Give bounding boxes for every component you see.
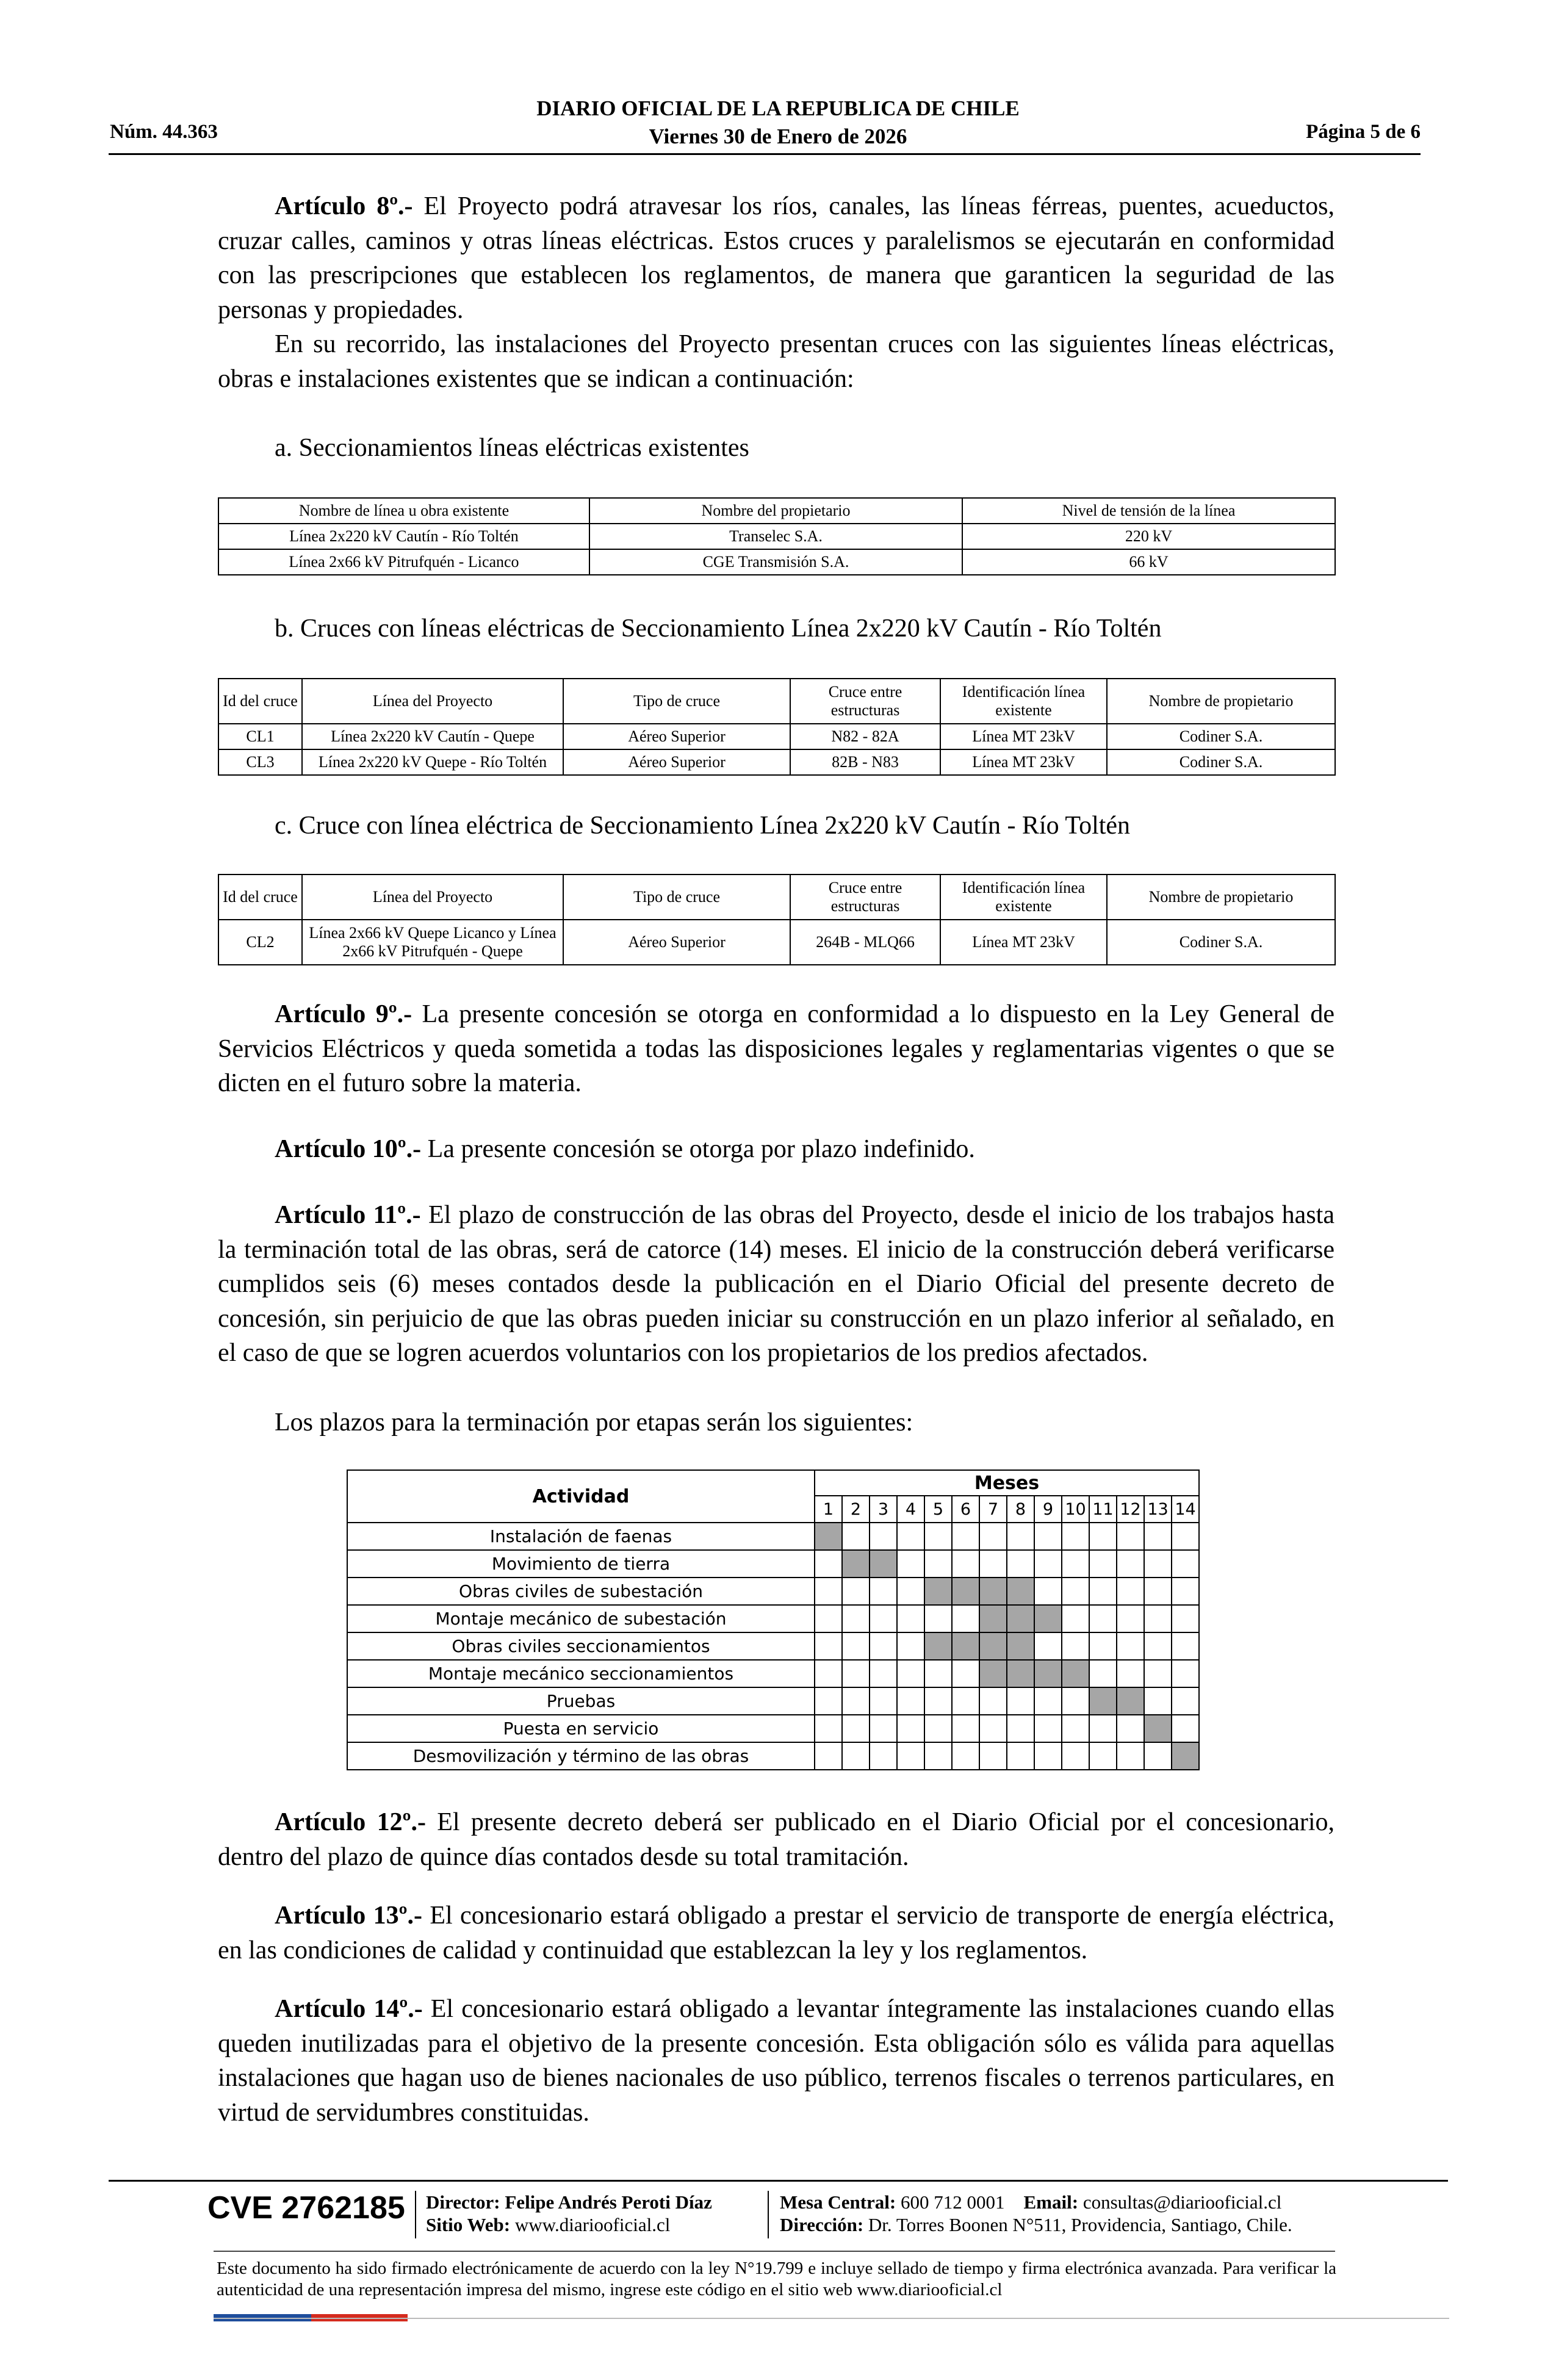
address-label: Dirección: (780, 2214, 864, 2235)
schedule-cell (1062, 1605, 1089, 1632)
schedule-cell (1117, 1632, 1144, 1660)
article-11-heading: Artículo 11º.- (275, 1201, 421, 1229)
table-header: Nombre de propietario (1107, 874, 1335, 920)
table-header: Id del cruce (218, 679, 302, 724)
table-cell: Línea 2x66 kV Pitrufquén - Licanco (218, 549, 589, 575)
table-cell: Aéreo Superior (563, 724, 790, 749)
table-cell: Línea 2x220 kV Cautín - Quepe (302, 724, 563, 749)
schedule-cell (924, 1605, 952, 1632)
schedule-cell (979, 1742, 1007, 1770)
schedule-cell (842, 1687, 870, 1715)
section-a-title: a. Seccionamientos líneas eléctricas existentes (275, 434, 749, 462)
article-8-heading: Artículo 8º.- (275, 192, 413, 220)
article-11-paragraph-2: Los plazos para la terminación por etapas serán los siguientes: (275, 1408, 913, 1437)
email-label: Email: (1023, 2191, 1079, 2213)
month-number: 4 (897, 1496, 924, 1523)
month-number: 2 (842, 1496, 870, 1523)
table-header: Tipo de cruce (563, 874, 790, 920)
schedule-cell (842, 1742, 870, 1770)
schedule-row (347, 1632, 1199, 1660)
table-header: Cruce entre estructuras (790, 874, 940, 920)
table-header: Identificación línea existente (940, 679, 1107, 724)
schedule-cell (1089, 1660, 1117, 1687)
schedule-cell (952, 1742, 979, 1770)
schedule-cell (897, 1550, 924, 1578)
schedule-row (347, 1687, 1199, 1715)
schedule-cell (1117, 1742, 1144, 1770)
schedule-cell (842, 1605, 870, 1632)
article-8 (218, 189, 1334, 327)
masthead-title: DIARIO OFICIAL DE LA REPUBLICA DE CHILE (536, 96, 1020, 120)
article-11 (218, 1198, 1334, 1371)
schedule-cell (1034, 1523, 1062, 1550)
schedule-cell (870, 1660, 897, 1687)
website-link[interactable]: www.diariooficial.cl (514, 2214, 671, 2235)
schedule-header-row (347, 1470, 1199, 1496)
schedule-cell (897, 1742, 924, 1770)
table-cell: Línea MT 23kV (940, 749, 1107, 775)
article-14-heading: Artículo 14º.- (275, 1995, 423, 2023)
schedule-cell (1144, 1523, 1172, 1550)
schedule-cell-active (1034, 1660, 1062, 1687)
issue-date: Viernes 30 de Enero de 2026 (649, 124, 907, 148)
schedule-cell-active (1062, 1660, 1089, 1687)
article-13-text: El concesionario estará obligado a prestar el servicio de transporte de energía eléctrica, en las condiciones de calidad y continuidad que establezcan la ley y los reglamentos. (218, 1902, 1334, 1964)
month-number: 13 (1144, 1496, 1172, 1523)
activity-name: Puesta en servicio (347, 1715, 815, 1742)
schedule-cell-active (815, 1523, 842, 1550)
schedule-cell (924, 1687, 952, 1715)
article-10-text: La presente concesión se otorga por plazo indefinido. (421, 1135, 975, 1163)
table-header: Id del cruce (218, 874, 302, 920)
table-cell: CGE Transmisión S.A. (589, 549, 962, 575)
footer-rule (109, 2180, 1448, 2182)
schedule-cell (1144, 1550, 1172, 1578)
article-8-text: El Proyecto podrá atravesar los ríos, canales, las líneas férreas, puentes, acueductos, cruzar calles, caminos y otras líneas eléctricas. Estos cruces y paralelismos se ejecutarán en conformidad con las prescripciones que establecen los reglamentos, de manera que garanticen la seguridad de las personas y propiedades. (218, 192, 1335, 324)
activity-name: Obras civiles seccionamientos (347, 1632, 815, 1660)
month-number: 14 (1172, 1496, 1199, 1523)
email-link[interactable]: consultas@diariooficial.cl (1082, 2191, 1282, 2213)
schedule-cell (815, 1687, 842, 1715)
month-number: 11 (1089, 1496, 1117, 1523)
activity-name: Obras civiles de subestación (347, 1578, 815, 1605)
schedule-cell (1062, 1550, 1089, 1578)
schedule-cell (952, 1605, 979, 1632)
schedule-cell (1089, 1605, 1117, 1632)
schedule-cell-active (870, 1550, 897, 1578)
schedule-cell (924, 1742, 952, 1770)
months-header: Meses (815, 1470, 1199, 1496)
section-c-title: c. Cruce con línea eléctrica de Seccionamiento Línea 2x220 kV Cautín - Río Toltén (275, 812, 1131, 840)
schedule-cell-active (1172, 1742, 1199, 1770)
article-10 (218, 1132, 1334, 1167)
issue-number: Núm. 44.363 (110, 121, 218, 143)
table-cell: N82 - 82A (790, 724, 940, 749)
article-12 (218, 1805, 1334, 1874)
schedule-cell (897, 1660, 924, 1687)
article-8-paragraph-2: En su recorrido, las instalaciones del Proyecto presentan cruces con las siguientes líneas eléctricas, obras e instalaciones existentes que se indican a continuación: (218, 330, 1334, 393)
schedule-cell (1117, 1578, 1144, 1605)
schedule-cell (1172, 1715, 1199, 1742)
schedule-row (347, 1578, 1199, 1605)
table-header-row (218, 874, 1335, 920)
table-header: Identificación línea existente (940, 874, 1107, 920)
month-number: 12 (1117, 1496, 1144, 1523)
website-label: Sitio Web: (426, 2214, 511, 2235)
table-header-row (218, 498, 1335, 524)
mesa-phone: 600 712 0001 (901, 2191, 1005, 2213)
schedule-cell (979, 1715, 1007, 1742)
schedule-cell (1007, 1523, 1034, 1550)
table-cell: CL2 (218, 920, 302, 965)
schedule-cell (897, 1715, 924, 1742)
month-number: 3 (870, 1496, 897, 1523)
schedule-cell-active (1007, 1660, 1034, 1687)
table-row (218, 549, 1335, 575)
month-number: 8 (1007, 1496, 1034, 1523)
schedule-cell (1172, 1660, 1199, 1687)
table-row (218, 920, 1335, 965)
schedule-cell (842, 1715, 870, 1742)
schedule-cell (1089, 1715, 1117, 1742)
table-header: Línea del Proyecto (302, 679, 563, 724)
schedule-cell (870, 1715, 897, 1742)
schedule-cell (870, 1687, 897, 1715)
schedule-cell-active (979, 1605, 1007, 1632)
schedule-cell (1062, 1578, 1089, 1605)
cve-code: CVE 2762185 (207, 2190, 405, 2226)
footer-baseline (214, 2318, 1449, 2319)
schedule-cell (1117, 1660, 1144, 1687)
schedule-cell-active (842, 1550, 870, 1578)
table-cell: 264B - MLQ66 (790, 920, 940, 965)
table-header: Línea del Proyecto (302, 874, 563, 920)
schedule-cell (815, 1578, 842, 1605)
schedule-cell (979, 1687, 1007, 1715)
schedule-row (347, 1550, 1199, 1578)
schedule-cell (1172, 1550, 1199, 1578)
table-cell: Aéreo Superior (563, 749, 790, 775)
article-9 (218, 997, 1334, 1101)
schedule-cell (1144, 1632, 1172, 1660)
table-cell: CL1 (218, 724, 302, 749)
schedule-cell (815, 1550, 842, 1578)
table-header: Tipo de cruce (563, 679, 790, 724)
schedule-cell (1034, 1742, 1062, 1770)
table-cell: Línea 2x220 kV Quepe - Río Toltén (302, 749, 563, 775)
page-number: Página 5 de 6 (1306, 121, 1421, 143)
article-14 (218, 1992, 1334, 2130)
month-number: 10 (1062, 1496, 1089, 1523)
schedule-cell-active (1144, 1715, 1172, 1742)
month-number: 9 (1034, 1496, 1062, 1523)
table-cell: Línea 2x220 kV Cautín - Río Toltén (218, 524, 589, 549)
schedule-cell (952, 1550, 979, 1578)
schedule-cell (1144, 1660, 1172, 1687)
article-13-heading: Artículo 13º.- (275, 1902, 423, 1930)
schedule-cell (1144, 1578, 1172, 1605)
schedule-cell (1089, 1632, 1117, 1660)
table-header: Nombre del propietario (589, 498, 962, 524)
schedule-cell (1089, 1742, 1117, 1770)
schedule-row (347, 1660, 1199, 1687)
mesa-label: Mesa Central: (780, 2191, 896, 2213)
schedule-cell (1172, 1523, 1199, 1550)
footer-separator (768, 2191, 769, 2238)
schedule-cell-active (979, 1660, 1007, 1687)
table-header: Nombre de propietario (1107, 679, 1335, 724)
table-header-row (218, 679, 1335, 724)
schedule-cell-active (924, 1578, 952, 1605)
schedule-cell (1089, 1523, 1117, 1550)
schedule-cell (1117, 1605, 1144, 1632)
schedule-cell (952, 1715, 979, 1742)
article-12-text: El presente decreto deberá ser publicado en el Diario Oficial por el concesionario, dentro del plazo de quince días contados desde su total tramitación. (218, 1808, 1334, 1871)
schedule-cell (897, 1523, 924, 1550)
schedule-cell (979, 1550, 1007, 1578)
schedule-cell (1117, 1550, 1144, 1578)
activity-name: Montaje mecánico seccionamientos (347, 1660, 815, 1687)
schedule-cell (1062, 1632, 1089, 1660)
address: Dr. Torres Boonen N°511, Providencia, Santiago, Chile. (868, 2214, 1292, 2235)
table-cell: Línea 2x66 kV Quepe Licanco y Línea 2x66 kV Pitrufquén - Quepe (302, 920, 563, 965)
schedule-cell (1034, 1715, 1062, 1742)
schedule-cell (979, 1523, 1007, 1550)
schedule-cell-active (979, 1632, 1007, 1660)
schedule-cell (952, 1660, 979, 1687)
article-12-heading: Artículo 12º.- (275, 1808, 426, 1836)
schedule-cell (897, 1687, 924, 1715)
table-row (218, 749, 1335, 775)
table-row (218, 524, 1335, 549)
schedule-cell-active (1034, 1605, 1062, 1632)
schedule-cell (842, 1632, 870, 1660)
schedule-cell (1172, 1687, 1199, 1715)
schedule-cell (1034, 1632, 1062, 1660)
schedule-cell (1172, 1605, 1199, 1632)
schedule-cell (1007, 1742, 1034, 1770)
schedule-row (347, 1605, 1199, 1632)
schedule-cell (924, 1660, 952, 1687)
schedule-row (347, 1742, 1199, 1770)
table-header: Nombre de línea u obra existente (218, 498, 589, 524)
footer-contact-right (780, 2191, 1292, 2236)
schedule-cell (1034, 1550, 1062, 1578)
schedule-cell-active (952, 1632, 979, 1660)
schedule-cell (1144, 1687, 1172, 1715)
schedule-cell (924, 1550, 952, 1578)
schedule-cell (870, 1742, 897, 1770)
table-cell: Codiner S.A. (1107, 749, 1335, 775)
schedule-cell-active (1117, 1687, 1144, 1715)
schedule-cell (1007, 1715, 1034, 1742)
schedule-cell (952, 1687, 979, 1715)
article-13 (218, 1899, 1334, 1967)
schedule-cell (1007, 1550, 1034, 1578)
crossings-table-b (218, 678, 1336, 776)
schedule-cell-active (979, 1578, 1007, 1605)
activity-name: Instalación de faenas (347, 1523, 815, 1550)
footer-contact-left (426, 2191, 712, 2236)
schedule-cell (870, 1578, 897, 1605)
schedule-table (347, 1469, 1200, 1770)
table-cell: Codiner S.A. (1107, 920, 1335, 965)
table-header: Nivel de tensión de la línea (962, 498, 1335, 524)
table-cell: 220 kV (962, 524, 1335, 549)
schedule-cell-active (1089, 1687, 1117, 1715)
schedule-cell (1007, 1687, 1034, 1715)
schedule-cell (924, 1523, 952, 1550)
table-cell: Aéreo Superior (563, 920, 790, 965)
article-11-text: El plazo de construcción de las obras del Proyecto, desde el inicio de los trabajos hasta la terminación total de las obras, será de catorce (14) meses. El inicio de la construcción deberá verificarse cumplidos seis (6) meses contados desde la publicación en el Diario Oficial del presente decreto de concesión, sin perjuicio de que las obras pueden iniciar su construcción en un plazo inferior al señalado, en el caso de que se logren acuerdos voluntarios con los propietarios de los predios afectados. (218, 1201, 1334, 1367)
schedule-cell (815, 1605, 842, 1632)
month-number: 1 (815, 1496, 842, 1523)
footer-separator (415, 2191, 416, 2238)
article-9-heading: Artículo 9º.- (275, 1000, 412, 1028)
table-cell: Línea MT 23kV (940, 920, 1107, 965)
footer-rule-thin (214, 2251, 1335, 2252)
schedule-cell (897, 1605, 924, 1632)
schedule-cell-active (1007, 1578, 1034, 1605)
header-rule (109, 153, 1421, 155)
schedule-cell (842, 1578, 870, 1605)
table-header: Cruce entre estructuras (790, 679, 940, 724)
schedule-cell-active (1007, 1632, 1034, 1660)
schedule-cell (1062, 1715, 1089, 1742)
table-cell: 66 kV (962, 549, 1335, 575)
table-cell: Codiner S.A. (1107, 724, 1335, 749)
month-number: 5 (924, 1496, 952, 1523)
schedule-cell (815, 1632, 842, 1660)
director-label: Director: Felipe Andrés Peroti Díaz (426, 2191, 712, 2213)
schedule-cell (1144, 1605, 1172, 1632)
schedule-cell (1117, 1523, 1144, 1550)
schedule-cell (1172, 1632, 1199, 1660)
activity-name: Montaje mecánico de subestación (347, 1605, 815, 1632)
month-number: 6 (952, 1496, 979, 1523)
footer-note: Este documento ha sido firmado electrónicamente de acuerdo con la ley N°19.799 e incluye sellado de tiempo y firma electrónica avanzada. Para verificar la autenticidad de una representación impresa del mismo, ingrese este código en el sitio web www.diariooficial.cl (217, 2259, 1336, 2299)
schedule-cell (897, 1632, 924, 1660)
schedule-cell (1062, 1523, 1089, 1550)
existing-lines-table (218, 497, 1336, 575)
schedule-cell (1172, 1578, 1199, 1605)
schedule-row (347, 1523, 1199, 1550)
table-cell: Línea MT 23kV (940, 724, 1107, 749)
table-cell: 82B - N83 (790, 749, 940, 775)
section-b-title: b. Cruces con líneas eléctricas de Seccionamiento Línea 2x220 kV Cautín - Río Toltén (275, 615, 1162, 643)
schedule-cell (897, 1578, 924, 1605)
schedule-cell (924, 1715, 952, 1742)
activity-name: Movimiento de tierra (347, 1550, 815, 1578)
schedule-cell (815, 1742, 842, 1770)
schedule-cell-active (952, 1578, 979, 1605)
article-10-heading: Artículo 10º.- (275, 1135, 422, 1163)
schedule-cell (870, 1523, 897, 1550)
crossings-table-c (218, 874, 1336, 965)
schedule-cell (870, 1632, 897, 1660)
schedule-cell (1034, 1687, 1062, 1715)
schedule-cell (842, 1660, 870, 1687)
table-row (218, 724, 1335, 749)
schedule-cell (952, 1523, 979, 1550)
article-14-text: El concesionario estará obligado a levantar íntegramente las instalaciones cuando ellas queden inutilizadas para el objetivo de la presente concesión. Esta obligación sólo es válida para aquellas instalaciones que hagan uso de bienes nacionales de uso público, terrenos fiscales o terrenos particulares, en virtud de servidumbres constituidas. (218, 1995, 1334, 2127)
schedule-cell-active (924, 1632, 952, 1660)
schedule-cell (870, 1605, 897, 1632)
schedule-cell (1089, 1550, 1117, 1578)
table-cell: CL3 (218, 749, 302, 775)
schedule-cell (1144, 1742, 1172, 1770)
activity-name: Pruebas (347, 1687, 815, 1715)
schedule-cell (815, 1660, 842, 1687)
activity-name: Desmovilización y término de las obras (347, 1742, 815, 1770)
schedule-cell (1034, 1578, 1062, 1605)
schedule-cell (1117, 1715, 1144, 1742)
schedule-cell (1062, 1742, 1089, 1770)
schedule-cell (815, 1715, 842, 1742)
activity-header: Actividad (347, 1470, 815, 1523)
table-cell: Transelec S.A. (589, 524, 962, 549)
schedule-cell (1089, 1578, 1117, 1605)
schedule-cell-active (1007, 1605, 1034, 1632)
schedule-cell (842, 1523, 870, 1550)
month-number: 7 (979, 1496, 1007, 1523)
schedule-row (347, 1715, 1199, 1742)
schedule-cell (1062, 1687, 1089, 1715)
article-9-text: La presente concesión se otorga en conformidad a lo dispuesto en la Ley General de Servicios Eléctricos y queda sometida a todas las disposiciones legales y reglamentarias vigentes o que se dicten en el futuro sobre la materia. (218, 1000, 1334, 1097)
